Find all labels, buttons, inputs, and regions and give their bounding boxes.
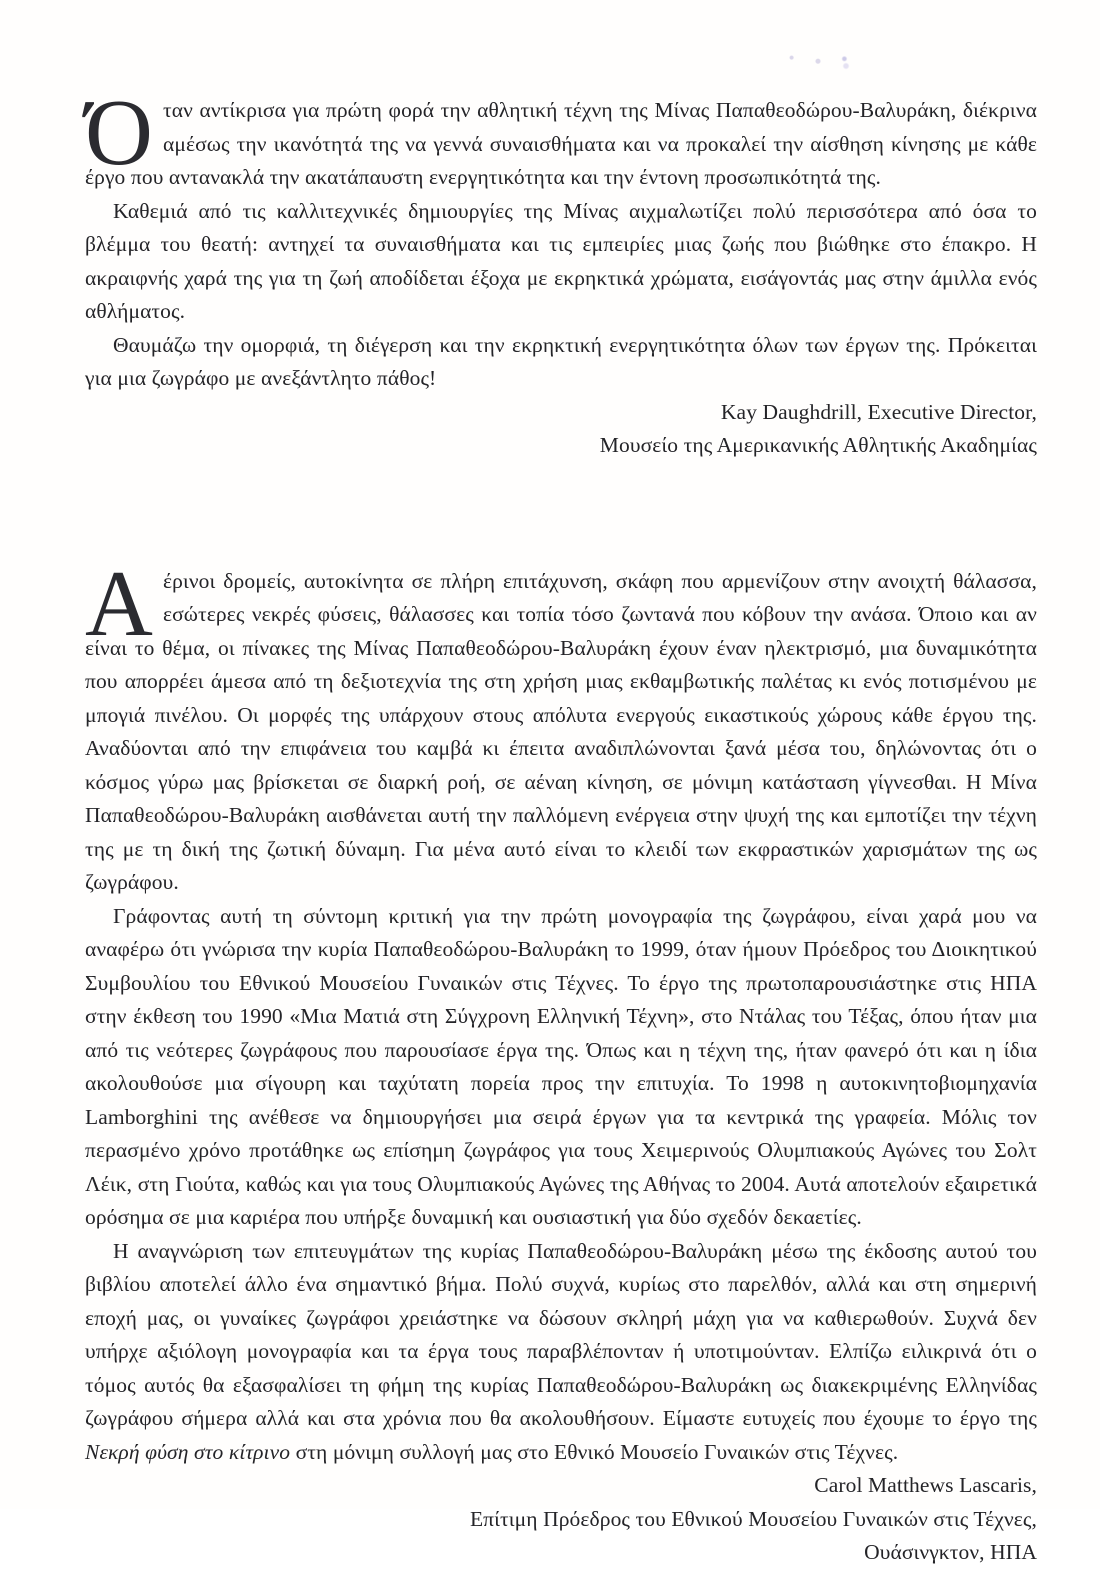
paragraph [85, 900, 1037, 1235]
paragraph-text: στη μόνιμη συλλογή μας στο Εθνικό Μουσείο Γυναικών στις Τέχνες. [290, 1439, 899, 1464]
paragraph-text: Η αναγνώριση των επιτευγμάτων της κυρίας Παπαθεοδώρου-Βαλυράκη μέσω της έκδοσης αυτού του βιβλίου αποτελεί άλλο ένα σημαντικό βήμα. Πολύ συχνά, κυρίως στο παρελθόν, αλλά και στη σημερινή εποχή μας, οι γυναίκες ζωγράφοι χρειάστηκε να δώσουν σκληρή μάχη για να καθιερωθούν. Συχνά δεν υπήρχε αξιόλογη μονογραφία και τα έργα τους παραβλέπονταν ή υποτιμούνταν. Ελπίζω ειλικρινά ότι ο τόμος αυτός θα εξασφαλίσει τη φήμη της κυρίας Παπαθεοδώρου-Βαλυράκη ως διακεκριμένης Ελληνίδας ζωγράφου σήμερα αλλά και στα χρόνια που θα ακολουθήσουν. Είμαστε ευτυχείς που έχουμε το έργο της [85, 1238, 1037, 1430]
drop-cap-letter: Ό [85, 81, 153, 185]
paragraph-text: Καθεμιά από τις καλλιτεχνικές δημιουργίες της Μίνας αιχμαλωτίζει πολύ περισσότερα από όσα το βλέμμα του θεατή: αντηχεί τα συναισθήματα και τις εμπειρίες μιας ζωής που βιώθηκε στο έπακρο. Η ακραιφνής χαρά της για τη ζωή αποδίδεται έξοχα με εκρηκτικά χρώματα, εισάγοντάς μας στην άμιλλα ενός αθλήματος. [85, 198, 1037, 323]
paragraph-text: Θαυμάζω την ομορφιά, τη διέγερση και την εκρηκτική ενεργητικότητα όλων των έργων της. Πρόκειται για μια ζωγράφο με ανεξάντλητο πάθος! [85, 332, 1037, 390]
paragraph [85, 329, 1037, 396]
signature-location: Ουάσινγκτον, ΗΠΑ [864, 1540, 1037, 1564]
paragraph-text: Γράφοντας αυτή τη σύντομη κριτική για την πρώτη μονογραφία της ζωγράφου, είναι χαρά μου να αναφέρω ότι γνώρισα την κυρία Παπαθεοδώρου-Βαλυράκη το 1999, όταν ήμουν Πρόεδρος του Διοικητικού Συμβουλίου του Εθνικού Μουσείου Γυναικών στις Τέχνες. Το έργο της πρωτοπαρουσιάστηκε στις ΗΠΑ στην έκθεση του 1990 «Μια Ματιά στη Σύγχρονη Ελληνική Τέχνη», στο Ντάλας του Τέξας, όπου ήταν μια από τις νεότερες ζωγράφους που παρουσίασε έργα της. Όπως και η τέχνη της, ήταν φανερό ότι και η ίδια ακολουθούσε μια σίγουρη και ταχύτατη πορεία προς την επιτυχία. Το 1998 η αυτοκινητοβιομηχανία Lamborghini της ανέθεσε να δημιουργήσει μια σειρά έργων για τα κεντρικά της γραφεία. Μόλις τον περασμένο χρόνο προτάθηκε ως επίσημη ζωγράφος για τους Χειμερινούς Ολυμπιακούς Αγώνες του Σολτ Λέικ, στη Γιούτα, καθώς και για τους Ολυμπιακούς Αγώνες της Αθήνας το 2004. Αυτά αποτελούν εξαιρετικά ορόσημα σε μια καριέρα που υπήρξε δυναμική και ουσιαστική για δύο σχεδόν δεκαετίες. [85, 903, 1037, 1229]
signature-title: Επίτιμη Πρόεδρος του Εθνικού Μουσείου Γυναικών στις Τέχνες, [469, 1506, 1037, 1531]
foreword-section-2 [85, 551, 1037, 1570]
page-content [85, 81, 1037, 1570]
paragraph [85, 551, 1037, 900]
signature-block [85, 396, 1037, 463]
artwork-title: Νεκρή φύση στο κίτρινο [85, 1439, 291, 1464]
signature-block [85, 1469, 1037, 1570]
signature-name: Carol Matthews Lascaris, [814, 1473, 1037, 1497]
foreword-section-1 [85, 81, 1037, 463]
scan-artifact [782, 48, 862, 72]
paragraph-text: έρινοι δρομείς, αυτοκίνητα σε πλήρη επιτάχυνση, σκάφη που αρμενίζουν στην ανοιχτή θάλασσα, εσώτερες νεκρές φύσεις, θάλασσες και τοπία τόσο ζωντανά που κόβουν την ανάσα. Όποιο και αν είναι το θέμα, οι πίνακες της Μίνας Παπαθεοδώρου-Βαλυράκη έχουν έναν ηλεκτρισμό, μια δυναμικότητα που απορρέει άμεσα από τη δεξιοτεχνία της στη χρήση μιας εκθαμβωτικής παλέτας κι ενός ποτισμένου με μπογιά πινέλου. Οι μορφές της υπάρχουν στους απόλυτα ενεργούς εικαστικούς χώρους κάθε έργου της. Αναδύονται από την επιφάνεια του καμβά κι έπειτα αναδιπλώνονται ξανά μέσα του, δηλώνοντας ότι ο κόσμος γύρω μας βρίσκεται σε διαρκή ροή, σε αέναη κίνηση, σε μόνιμη κατάσταση γίγνεσθαι. Η Μίνα Παπαθεοδώρου-Βαλυράκη αισθάνεται αυτή την παλλόμενη ενέργεια στην ψυχή της και εμποτίζει την τέχνη της με τη δική της ζωτική δύναμη. Για μένα αυτό είναι το κλειδί των εκφραστικών χαρισμάτων της ως ζωγράφου. [85, 568, 1037, 894]
drop-cap-letter: Α [85, 551, 153, 656]
signature-name: Kay Daughdrill, Executive Director, [720, 399, 1037, 424]
paragraph [85, 1235, 1037, 1470]
paragraph [85, 81, 1037, 195]
paragraph [85, 195, 1037, 329]
paragraph-text: ταν αντίκρισα για πρώτη φορά την αθλητική τέχνη της Μίνας Παπαθεοδώρου-Βαλυράκη, διέκρινα αμέσως την ικανότητά της να γεννά συναισθήματα και να προκαλεί την αίσθηση κίνησης με κάθε έργο που αντανακλά την ακατάπαυστη ενεργητικότητα και την έντονη προσωπικότητά της. [85, 98, 1037, 189]
signature-affiliation: Μουσείο της Αμερικανικής Αθλητικής Ακαδημίας [599, 433, 1037, 457]
